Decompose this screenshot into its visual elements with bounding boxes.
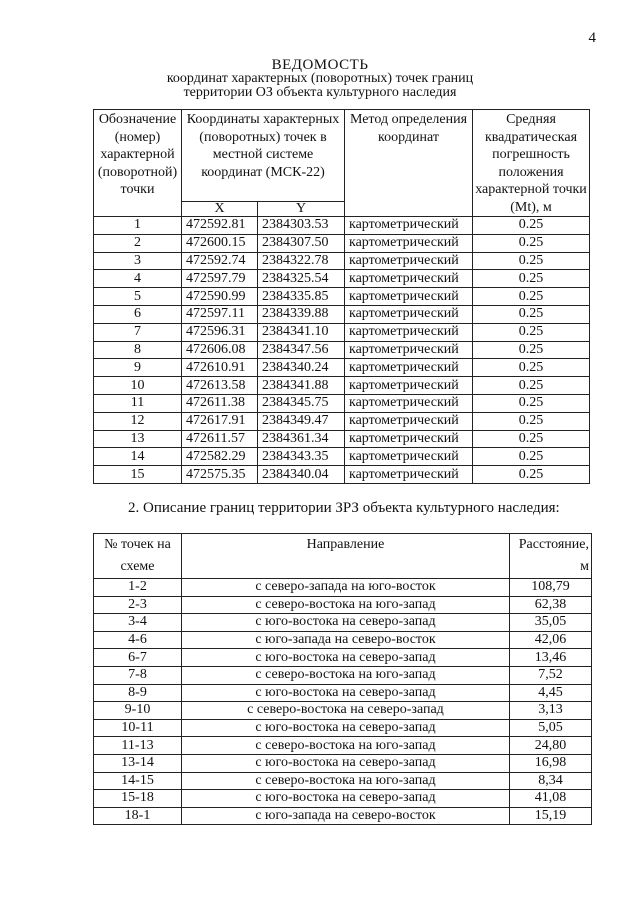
point-number-cell: 12 <box>94 412 182 430</box>
segment-cell: 18-1 <box>94 807 182 825</box>
error-cell: 0.25 <box>473 234 590 252</box>
direction-cell: с юго-востока на северо-запад <box>182 614 510 632</box>
coordinates-table <box>93 109 590 484</box>
direction-cell: с северо-запада на юго-восток <box>182 579 510 597</box>
y-coordinate-cell: 2384339.88 <box>258 305 345 323</box>
segment-cell: 7-8 <box>94 666 182 684</box>
table-row <box>94 252 590 270</box>
point-number-cell: 7 <box>94 323 182 341</box>
point-number-cell: 13 <box>94 430 182 448</box>
table-row <box>94 234 590 252</box>
table-row <box>94 217 590 235</box>
error-cell: 0.25 <box>473 412 590 430</box>
distance-cell: 42,06 <box>510 631 592 649</box>
segment-cell: 10-11 <box>94 719 182 737</box>
distance-cell: 62,38 <box>510 596 592 614</box>
direction-cell: с северо-востока на юго-запад <box>182 737 510 755</box>
y-coordinate-cell: 2384335.85 <box>258 288 345 306</box>
y-coordinate-cell: 2384343.35 <box>258 448 345 466</box>
table-row <box>94 448 590 466</box>
x-coordinate-cell: 472582.29 <box>182 448 258 466</box>
segment-cell: 14-15 <box>94 772 182 790</box>
header-direction: Направление <box>182 534 510 579</box>
boundary-description-table <box>93 533 592 825</box>
table-row <box>94 323 590 341</box>
distance-cell: 8,34 <box>510 772 592 790</box>
direction-cell: с юго-запада на северо-восток <box>182 631 510 649</box>
direction-cell: с северо-востока на юго-запад <box>182 772 510 790</box>
table-row <box>94 737 592 755</box>
direction-cell: с юго-востока на северо-запад <box>182 719 510 737</box>
table-row <box>94 359 590 377</box>
y-coordinate-cell: 2384340.24 <box>258 359 345 377</box>
distance-cell: 16,98 <box>510 754 592 772</box>
table-row <box>94 807 592 825</box>
table-row <box>94 579 592 597</box>
x-coordinate-cell: 472597.79 <box>182 270 258 288</box>
error-cell: 0.25 <box>473 394 590 412</box>
method-cell: картометрический <box>345 217 473 235</box>
distance-cell: 108,79 <box>510 579 592 597</box>
x-coordinate-cell: 472590.99 <box>182 288 258 306</box>
title-line-1: ВЕДОМОСТЬ <box>271 57 369 73</box>
x-coordinate-cell: 472597.11 <box>182 305 258 323</box>
method-cell: картометрический <box>345 430 473 448</box>
y-coordinate-cell: 2384345.75 <box>258 394 345 412</box>
y-coordinate-cell: 2384325.54 <box>258 270 345 288</box>
y-coordinate-cell: 2384361.34 <box>258 430 345 448</box>
method-cell: картометрический <box>345 377 473 395</box>
segment-cell: 4-6 <box>94 631 182 649</box>
y-coordinate-cell: 2384303.53 <box>258 217 345 235</box>
table-row <box>94 702 592 720</box>
error-cell: 0.25 <box>473 466 590 484</box>
x-coordinate-cell: 472596.31 <box>182 323 258 341</box>
error-cell: 0.25 <box>473 217 590 235</box>
method-cell: картометрический <box>345 341 473 359</box>
method-cell: картометрический <box>345 305 473 323</box>
table-row <box>94 772 592 790</box>
distance-cell: 15,19 <box>510 807 592 825</box>
section-2-heading: 2. Описание границ территории ЗРЗ объекта культурного наследия: <box>128 500 560 516</box>
coordinates-table-body <box>94 217 590 484</box>
x-coordinate-cell: 472606.08 <box>182 341 258 359</box>
error-cell: 0.25 <box>473 359 590 377</box>
distance-cell: 24,80 <box>510 737 592 755</box>
header-x: X <box>182 201 258 216</box>
y-coordinate-cell: 2384340.04 <box>258 466 345 484</box>
distance-cell: 7,52 <box>510 666 592 684</box>
error-cell: 0.25 <box>473 430 590 448</box>
direction-cell: с юго-востока на северо-запад <box>182 790 510 808</box>
point-number-cell: 9 <box>94 359 182 377</box>
y-coordinate-cell: 2384349.47 <box>258 412 345 430</box>
point-number-cell: 4 <box>94 270 182 288</box>
point-number-cell: 8 <box>94 341 182 359</box>
header-error: Средняя квадратическая погрешность положения характерной точки (Mt), м <box>473 110 590 217</box>
error-cell: 0.25 <box>473 448 590 466</box>
point-number-cell: 2 <box>94 234 182 252</box>
x-coordinate-cell: 472611.57 <box>182 430 258 448</box>
point-number-cell: 10 <box>94 377 182 395</box>
table-row <box>94 412 590 430</box>
method-cell: картометрический <box>345 323 473 341</box>
y-coordinate-cell: 2384341.88 <box>258 377 345 395</box>
error-cell: 0.25 <box>473 270 590 288</box>
title-line-3: территории ОЗ объекта культурного наследия <box>183 85 457 100</box>
x-coordinate-cell: 472592.81 <box>182 217 258 235</box>
direction-cell: с юго-востока на северо-запад <box>182 649 510 667</box>
segment-cell: 13-14 <box>94 754 182 772</box>
segment-cell: 2-3 <box>94 596 182 614</box>
segment-cell: 9-10 <box>94 702 182 720</box>
direction-cell: с северо-востока на юго-запад <box>182 666 510 684</box>
point-number-cell: 5 <box>94 288 182 306</box>
x-coordinate-cell: 472610.91 <box>182 359 258 377</box>
table-row <box>94 596 592 614</box>
distance-cell: 35,05 <box>510 614 592 632</box>
header-distance: Расстояние, м <box>510 534 592 579</box>
method-cell: картометрический <box>345 288 473 306</box>
distance-cell: 41,08 <box>510 790 592 808</box>
distance-cell: 13,46 <box>510 649 592 667</box>
table-row <box>94 305 590 323</box>
method-cell: картометрический <box>345 448 473 466</box>
method-cell: картометрический <box>345 270 473 288</box>
table-row <box>94 614 592 632</box>
boundary-description-body <box>94 579 592 825</box>
method-cell: картометрический <box>345 359 473 377</box>
segment-cell: 6-7 <box>94 649 182 667</box>
header-point-numbers: № точек на схеме <box>94 534 182 579</box>
method-cell: картометрический <box>345 234 473 252</box>
segment-cell: 1-2 <box>94 579 182 597</box>
header-y: Y <box>258 201 345 216</box>
point-number-cell: 1 <box>94 217 182 235</box>
title-line-2: координат характерных (поворотных) точек границ <box>166 71 474 86</box>
table-row <box>94 754 592 772</box>
y-coordinate-cell: 2384347.56 <box>258 341 345 359</box>
table-row <box>94 430 590 448</box>
table-row <box>94 719 592 737</box>
x-coordinate-cell: 472617.91 <box>182 412 258 430</box>
error-cell: 0.25 <box>473 288 590 306</box>
method-cell: картометрический <box>345 252 473 270</box>
direction-cell: с северо-востока на юго-запад <box>182 596 510 614</box>
x-coordinate-cell: 472611.38 <box>182 394 258 412</box>
segment-cell: 3-4 <box>94 614 182 632</box>
x-coordinate-cell: 472575.35 <box>182 466 258 484</box>
y-coordinate-cell: 2384322.78 <box>258 252 345 270</box>
x-coordinate-cell: 472592.74 <box>182 252 258 270</box>
segment-cell: 15-18 <box>94 790 182 808</box>
point-number-cell: 6 <box>94 305 182 323</box>
method-cell: картометрический <box>345 466 473 484</box>
table-row <box>94 288 590 306</box>
table-row <box>94 394 590 412</box>
error-cell: 0.25 <box>473 377 590 395</box>
error-cell: 0.25 <box>473 341 590 359</box>
x-coordinate-cell: 472613.58 <box>182 377 258 395</box>
distance-cell: 3,13 <box>510 702 592 720</box>
distance-cell: 4,45 <box>510 684 592 702</box>
error-cell: 0.25 <box>473 252 590 270</box>
page-number: 4 <box>588 30 596 46</box>
table-row <box>94 790 592 808</box>
direction-cell: с юго-запада на северо-восток <box>182 807 510 825</box>
header-method: Метод определения координат <box>345 110 473 217</box>
distance-cell: 5,05 <box>510 719 592 737</box>
table-row <box>94 341 590 359</box>
error-cell: 0.25 <box>473 305 590 323</box>
segment-cell: 11-13 <box>94 737 182 755</box>
document-title <box>0 58 640 100</box>
table-row <box>94 649 592 667</box>
x-coordinate-cell: 472600.15 <box>182 234 258 252</box>
header-coordinates: Координаты характерных (поворотных) точек в местной системе координат (МСК-22) <box>182 110 345 202</box>
table-row <box>94 666 592 684</box>
point-number-cell: 14 <box>94 448 182 466</box>
header-point-designation: Обозначение (номер) характерной (поворотной) точки <box>94 110 182 217</box>
method-cell: картометрический <box>345 394 473 412</box>
direction-cell: с юго-востока на северо-запад <box>182 754 510 772</box>
direction-cell: с северо-востока на северо-запад <box>182 702 510 720</box>
table-row <box>94 684 592 702</box>
table-row <box>94 270 590 288</box>
point-number-cell: 3 <box>94 252 182 270</box>
table-row <box>94 466 590 484</box>
table-row <box>94 377 590 395</box>
y-coordinate-cell: 2384307.50 <box>258 234 345 252</box>
y-coordinate-cell: 2384341.10 <box>258 323 345 341</box>
point-number-cell: 15 <box>94 466 182 484</box>
point-number-cell: 11 <box>94 394 182 412</box>
segment-cell: 8-9 <box>94 684 182 702</box>
table-row <box>94 631 592 649</box>
method-cell: картометрический <box>345 412 473 430</box>
direction-cell: с юго-востока на северо-запад <box>182 684 510 702</box>
error-cell: 0.25 <box>473 323 590 341</box>
